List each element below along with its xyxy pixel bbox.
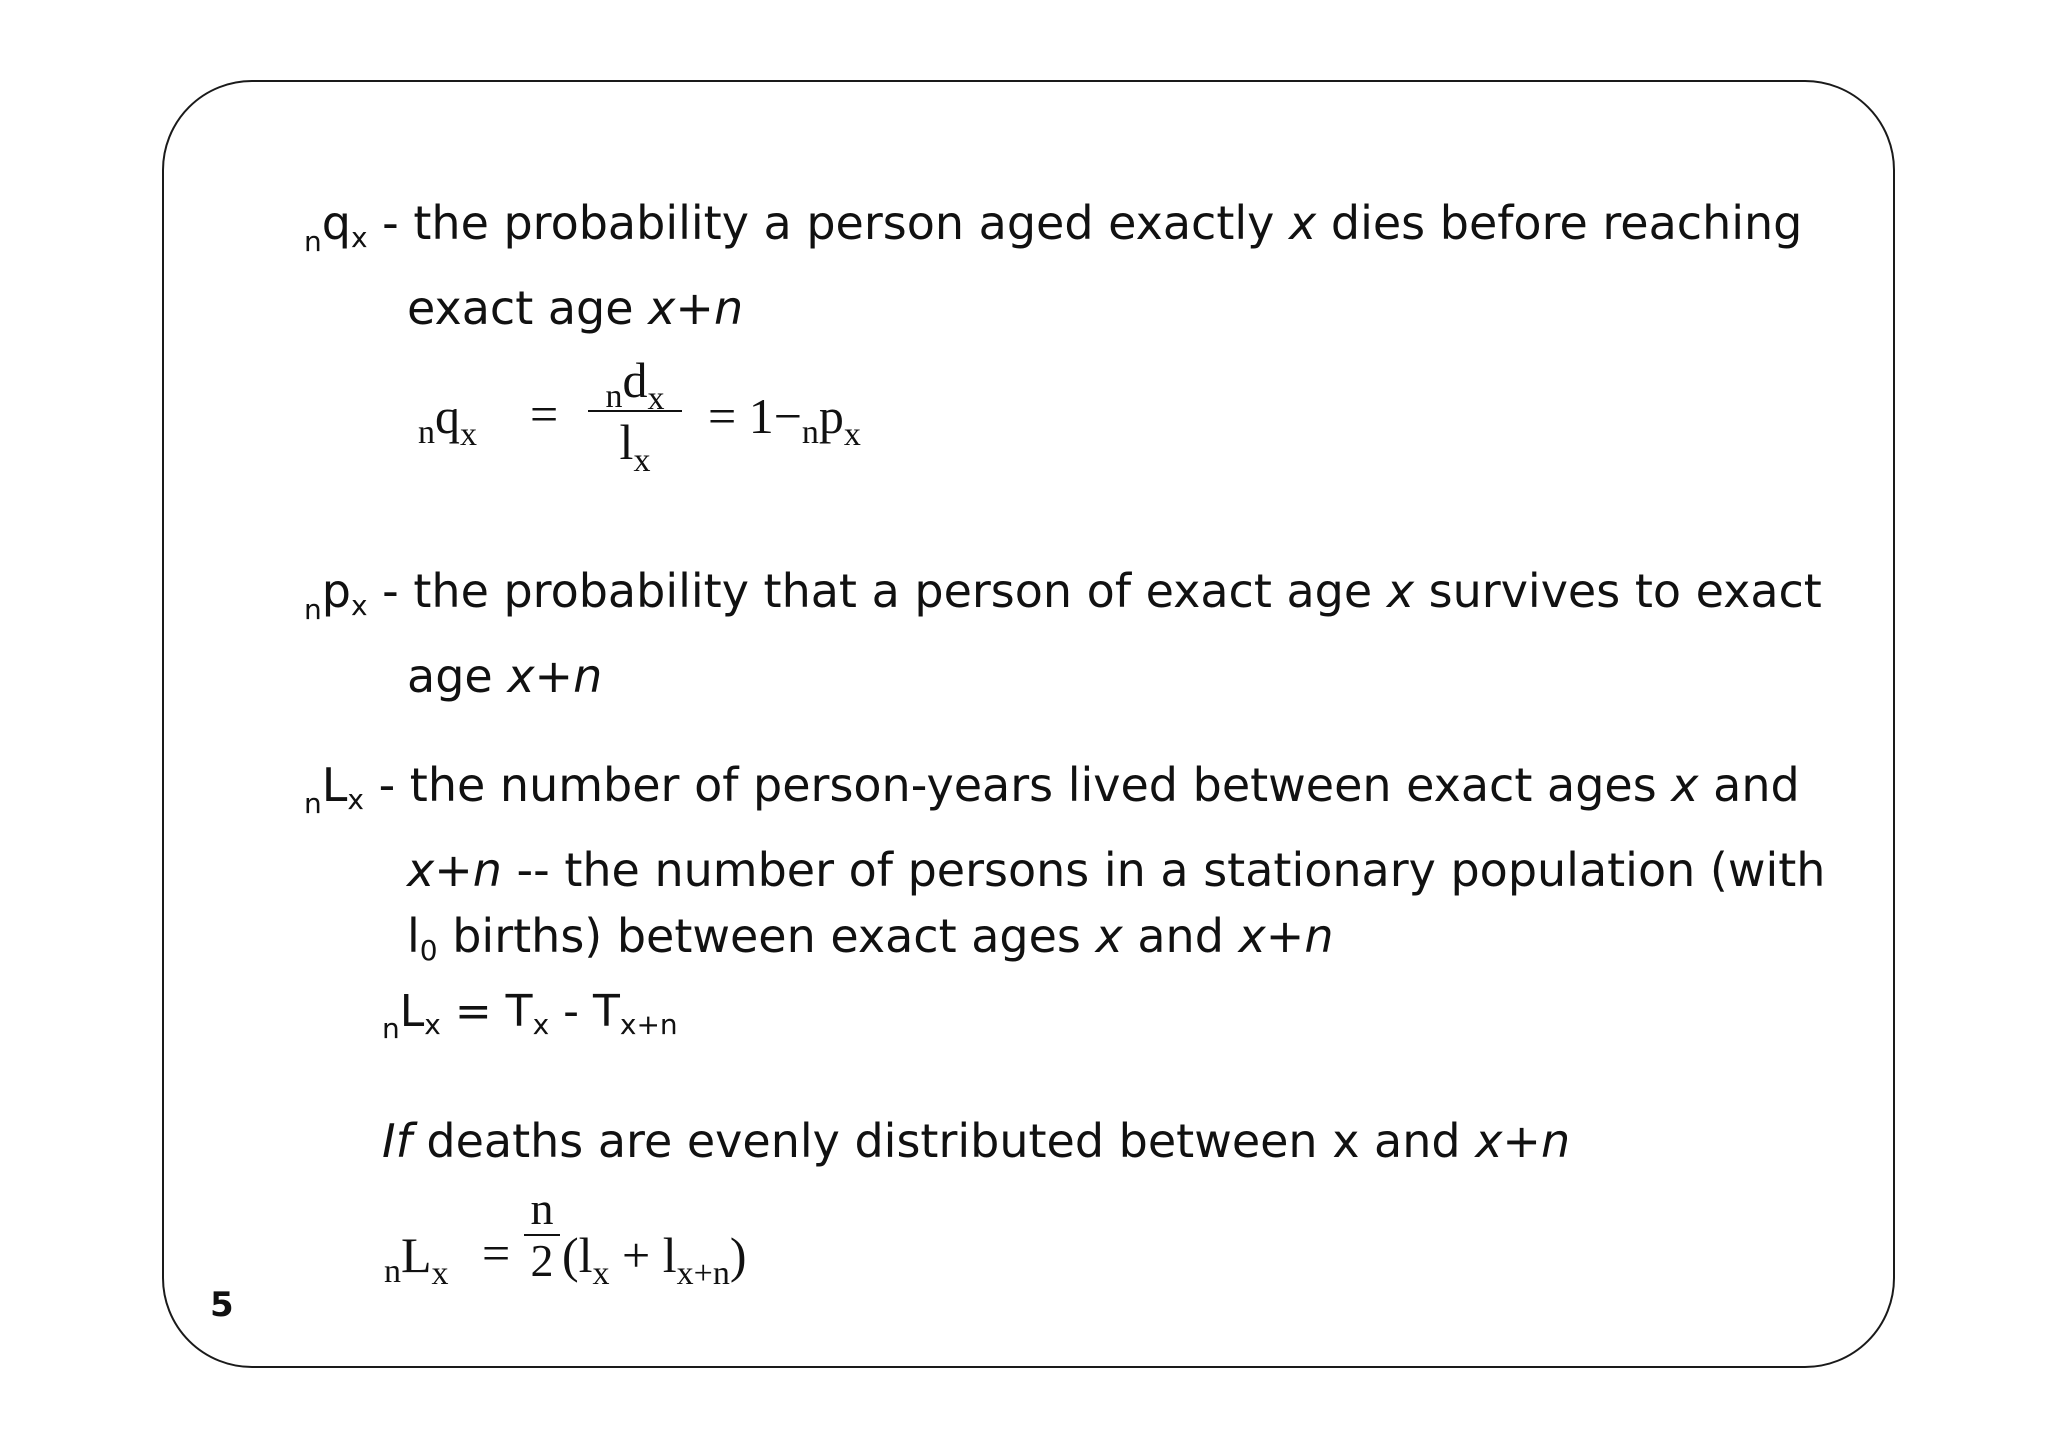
page-number: 5 [210,1285,234,1325]
definition-nqx: $_nq_x$ - the probability a person aged exactly x dies before reaching exact age x+n [304,196,1803,335]
definition-nLx: $_nL_x$ - the number of person-years lived between exact ages x and x+n -- the number of persons in a stationary population (with $l_0$ births) between exact ages x and x+n [304,758,1826,967]
symbol-nLx: $_nL_x$ [304,758,364,820]
eq-nLx-denominator: 2 [530,1235,554,1286]
symbol-nqx: $_nq_x$ [304,196,368,258]
eq-nLx-lhs: $_nL_x$ [384,1227,449,1292]
eq-nLx-numerator: n [530,1183,554,1234]
eq-nqx-numerator: $_nd_x$ [605,352,665,417]
eq-nqx-lhs: $_nq_x$ [418,388,477,453]
eq-nqx-rhs: = $1-_np_x$ [708,388,861,453]
assumption-line: If deaths are evenly distributed between x and x+n [382,1114,1571,1168]
eq-nqx-equals: = [530,386,559,442]
eq-nLx-equals: = [482,1225,511,1281]
eq-nqx-denominator: $l_x$ [619,414,651,479]
eq-nLx-rhs: $(l_x + l_{x+n})$ [562,1227,747,1292]
symbol-npx: $_np_x$ [304,564,368,626]
eq-nLx-fraction [524,1184,560,1286]
equation-nLx-T: $_nL_x = T_x - T_{x+n}$ [382,986,678,1045]
eq-nqx-fraction [588,350,682,479]
definition-npx: $_np_x$ - the probability that a person of exact age x survives to exact age x+n [304,564,1822,703]
